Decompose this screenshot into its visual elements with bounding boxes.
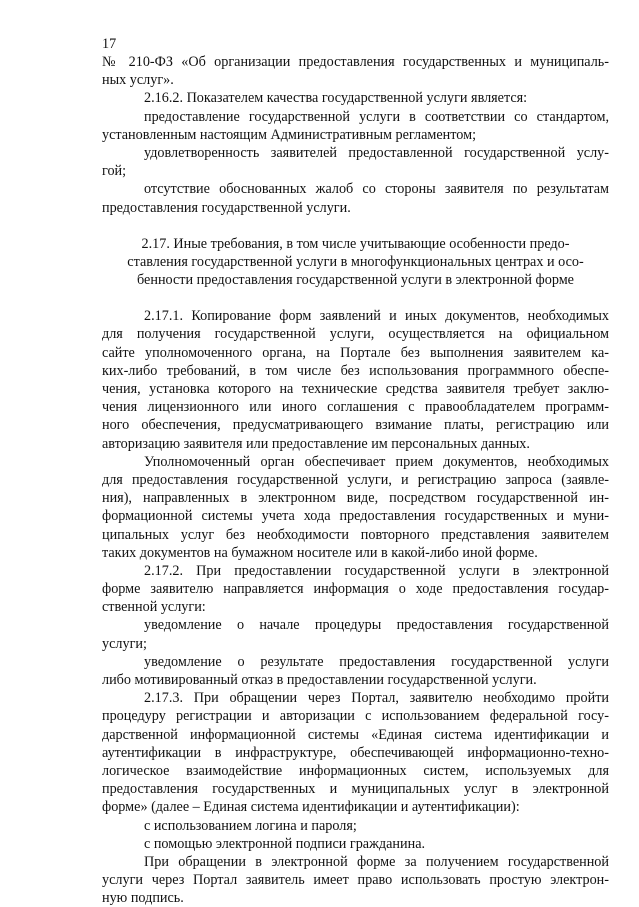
text-line: ную подпись. <box>102 890 184 907</box>
text-line: либо мотивированный отказ в предоставлении государственной услуги. <box>102 672 537 688</box>
text-line: ципальных услуг без необходимости повторного представления заявителем <box>102 526 609 543</box>
text-line: предоставление государственной услуги в соответствии со стандартом, <box>144 108 609 125</box>
text-line: При обращении в электронной форме за получением государственной <box>144 853 609 870</box>
paragraph-spacer <box>102 217 609 235</box>
text-line: логическое взаимодействие информационных систем, используемых для <box>102 762 609 779</box>
page-number: 17 <box>102 36 117 52</box>
text-line: установленным настоящим Административным регламентом; <box>102 126 477 143</box>
text-line: формационной системы учета хода предоставления государственных и муни- <box>102 508 609 525</box>
text-line: предоставления государственной услуги. <box>102 199 351 216</box>
text-line: форме заявителю направляется информация о ходе предоставления государ- <box>102 581 609 598</box>
text-line: бенности предоставления государственной услуги в электронной форме <box>137 272 574 289</box>
text-line: 2.17. Иные требования, в том числе учитывающие особенности предо- <box>141 235 570 252</box>
text-line: отсутствие обоснованных жалоб со стороны заявителя по результатам <box>144 181 609 198</box>
text-line: форме» (далее – Единая система идентификации и аутентификации): <box>102 799 520 816</box>
text-line: чения лицензионного или иного соглашения с правообладателем программ- <box>102 399 609 416</box>
text-line: сайте уполномоченного органа, на Портале без выполнения заявителем ка- <box>102 344 609 361</box>
text-line: таких документов на бумажном носителе или в какой-либо иной форме. <box>102 544 538 561</box>
text-line: ких-либо требований, в том числе без использования программного обеспе- <box>102 362 609 379</box>
text-line: услуги; <box>102 635 147 652</box>
text-line: с использованием логина и пароля; <box>144 817 357 834</box>
text-line: ставления государственной услуги в многофункциональных центрах и осо- <box>127 253 584 270</box>
text-line: ных услуг». <box>102 72 174 89</box>
text-line: услуги через Портал заявитель имеет право использовать простую электрон- <box>102 872 609 889</box>
text-line: 2.17.1. Копирование форм заявлений и иных документов, необходимых <box>144 308 609 325</box>
text-line: дарственной информационной системы «Единая система идентификации и <box>102 726 609 743</box>
text-line: гой; <box>102 163 127 180</box>
text-line: удовлетворенность заявителей предоставленной государственной услу- <box>144 144 609 161</box>
text-line: ственной услуги: <box>102 599 206 616</box>
text-line: 2.17.2. При предоставлении государственной услуги в электронной <box>144 562 609 579</box>
text-line: с помощью электронной подписи гражданина. <box>144 835 426 852</box>
text-line: ного обеспечения, предусматривающего взимание платы, регистрацию или <box>102 417 609 434</box>
text-line: № 210-ФЗ «Об организации предоставления государственных и муниципаль- <box>102 54 609 70</box>
text-line: аутентификации в инфраструктуре, обеспечивающей информационно-техно- <box>102 744 609 761</box>
text-line: 2.17.3. При обращении через Портал, заявителю необходимо пройти <box>144 690 609 707</box>
text-line: уведомление о начале процедуры предоставления государственной <box>144 617 609 634</box>
text-line: процедуру регистрации и авторизации с использованием федеральной госу- <box>102 708 609 725</box>
text-line: уведомление о результате предоставления государственной услуги <box>144 653 609 670</box>
text-line: ния), направленных в электронном виде, посредством государственной ин- <box>102 490 609 507</box>
paragraph-spacer <box>102 289 609 307</box>
document-body <box>102 53 609 907</box>
text-line: чения, установка которого на технические средства заявителя требует заклю- <box>102 381 609 397</box>
text-line: для получения государственной услуги, осуществляется на официальном <box>102 326 609 343</box>
text-line: авторизацию заявителя или предоставление им персональных данных. <box>102 435 530 452</box>
text-line: Уполномоченный орган обеспечивает прием документов, необходимых <box>144 453 609 470</box>
text-line: 2.16.2. Показателем качества государственной услуги является: <box>144 90 528 107</box>
text-line: для предоставления государственной услуги, и регистрацию запроса (заявле- <box>102 471 609 488</box>
text-line: предоставления государственных и муниципальных услуг в электронной <box>102 781 609 798</box>
